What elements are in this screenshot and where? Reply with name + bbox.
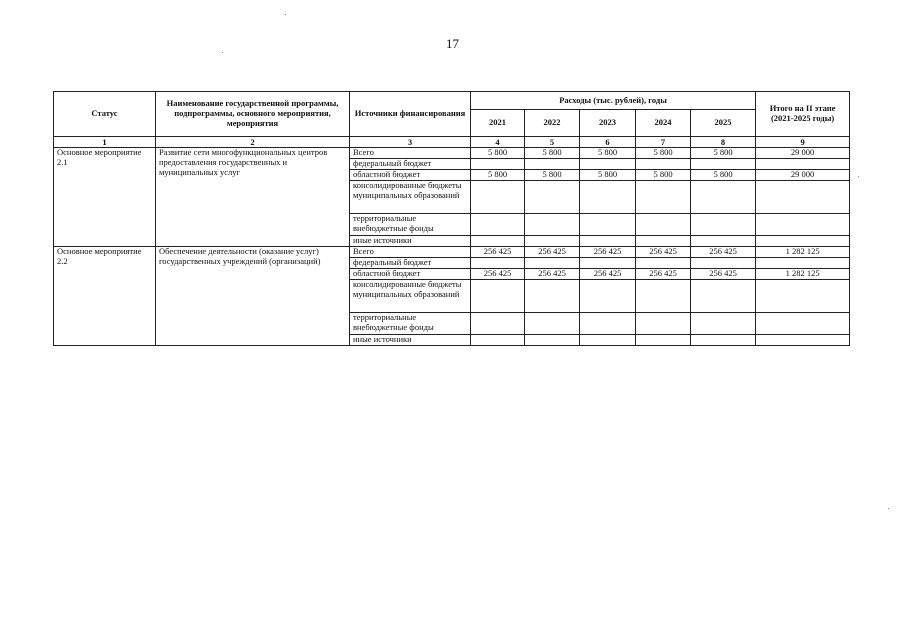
source-label: областной бюджет [350,269,471,280]
column-number: 4 [471,137,525,148]
table-body [54,148,850,346]
total-cell: 1 282 125 [756,269,850,280]
value-cell: 5 800 [525,170,580,181]
column-number: 5 [525,137,580,148]
header-expenses: Расходы (тыс. рублей), годы [471,92,756,110]
value-cell [636,159,691,170]
value-cell [691,313,756,335]
source-label: территориальные внебюджетные фонды [350,214,471,236]
header-total: Итого на II этапе (2021-2025 годы) [756,92,850,137]
value-cell [471,313,525,335]
value-cell [691,258,756,269]
table-row [54,247,850,258]
total-cell [756,159,850,170]
header-sources: Источники финансирования [350,92,471,137]
value-cell: 5 800 [636,170,691,181]
value-cell [525,181,580,214]
source-label: консолидированные бюджеты муниципальных образований [350,280,471,313]
column-number: 6 [580,137,636,148]
total-cell [756,214,850,236]
activity-name: Обеспечение деятельности (оказание услуг) государственных учреждений (организаций) [156,247,350,346]
value-cell [636,335,691,346]
page-number: 17 [446,36,459,51]
value-cell: 256 425 [580,247,636,258]
column-number: 3 [350,137,471,148]
scan-speck [858,176,859,177]
source-label: областной бюджет [350,170,471,181]
source-label: Всего [350,247,471,258]
value-cell [580,313,636,335]
header-year: 2024 [636,110,691,137]
total-cell: 29 000 [756,148,850,159]
value-cell: 256 425 [471,247,525,258]
value-cell [525,236,580,247]
total-cell [756,280,850,313]
value-cell [471,335,525,346]
value-cell [691,280,756,313]
column-number: 7 [636,137,691,148]
header-year: 2025 [691,110,756,137]
financing-table [53,91,850,346]
value-cell: 256 425 [691,247,756,258]
value-cell: 256 425 [691,269,756,280]
value-cell [471,258,525,269]
value-cell [525,258,580,269]
activity-status: Основное мероприятие 2.2 [54,247,156,346]
value-cell [691,159,756,170]
column-number: 1 [54,137,156,148]
value-cell [580,280,636,313]
source-label: Всего [350,148,471,159]
value-cell: 5 800 [525,148,580,159]
total-cell [756,335,850,346]
header-year: 2022 [525,110,580,137]
value-cell [636,258,691,269]
value-cell [525,214,580,236]
activity-name: Развитие сети многофункциональных центров предоставления государственных и муниципальных услуг [156,148,350,247]
value-cell: 5 800 [691,148,756,159]
source-label: иные источники [350,335,471,346]
value-cell [636,280,691,313]
value-cell [636,236,691,247]
scan-speck [222,52,223,53]
total-cell [756,181,850,214]
header-year: 2023 [580,110,636,137]
value-cell: 256 425 [580,269,636,280]
value-cell: 256 425 [636,269,691,280]
column-number: 9 [756,137,850,148]
value-cell: 5 800 [636,148,691,159]
source-label: федеральный бюджет [350,258,471,269]
value-cell [580,159,636,170]
header-year: 2021 [471,110,525,137]
value-cell [580,236,636,247]
value-cell [525,280,580,313]
value-cell [636,181,691,214]
total-cell: 1 282 125 [756,247,850,258]
source-label: иные источники [350,236,471,247]
value-cell: 256 425 [525,269,580,280]
source-label: территориальные внебюджетные фонды [350,313,471,335]
table-row [54,148,850,159]
value-cell: 256 425 [471,269,525,280]
value-cell: 256 425 [525,247,580,258]
value-cell: 5 800 [471,148,525,159]
scan-speck [285,14,286,15]
column-number: 2 [156,137,350,148]
value-cell [471,214,525,236]
header-status: Статус [54,92,156,137]
value-cell [636,313,691,335]
total-cell [756,236,850,247]
column-number: 8 [691,137,756,148]
value-cell [691,236,756,247]
value-cell [471,280,525,313]
total-cell [756,258,850,269]
source-label: федеральный бюджет [350,159,471,170]
table-header [54,92,850,148]
value-cell: 256 425 [636,247,691,258]
value-cell [525,159,580,170]
value-cell: 5 800 [580,170,636,181]
total-cell: 29 000 [756,170,850,181]
value-cell [636,214,691,236]
value-cell [580,181,636,214]
scan-speck [888,508,889,509]
value-cell [580,214,636,236]
value-cell: 5 800 [691,170,756,181]
value-cell [471,236,525,247]
value-cell [691,335,756,346]
value-cell: 5 800 [471,170,525,181]
value-cell [525,335,580,346]
column-number-row [54,137,850,148]
value-cell [525,313,580,335]
value-cell [471,181,525,214]
value-cell [691,214,756,236]
source-label: консолидированные бюджеты муниципальных образований [350,181,471,214]
total-cell [756,313,850,335]
value-cell [471,159,525,170]
value-cell [580,335,636,346]
value-cell [580,258,636,269]
value-cell: 5 800 [580,148,636,159]
value-cell [691,181,756,214]
header-name: Наименование государственной программы, подпрограммы, основного мероприятия, мероприятия [156,92,350,137]
activity-status: Основное мероприятие 2.1 [54,148,156,247]
